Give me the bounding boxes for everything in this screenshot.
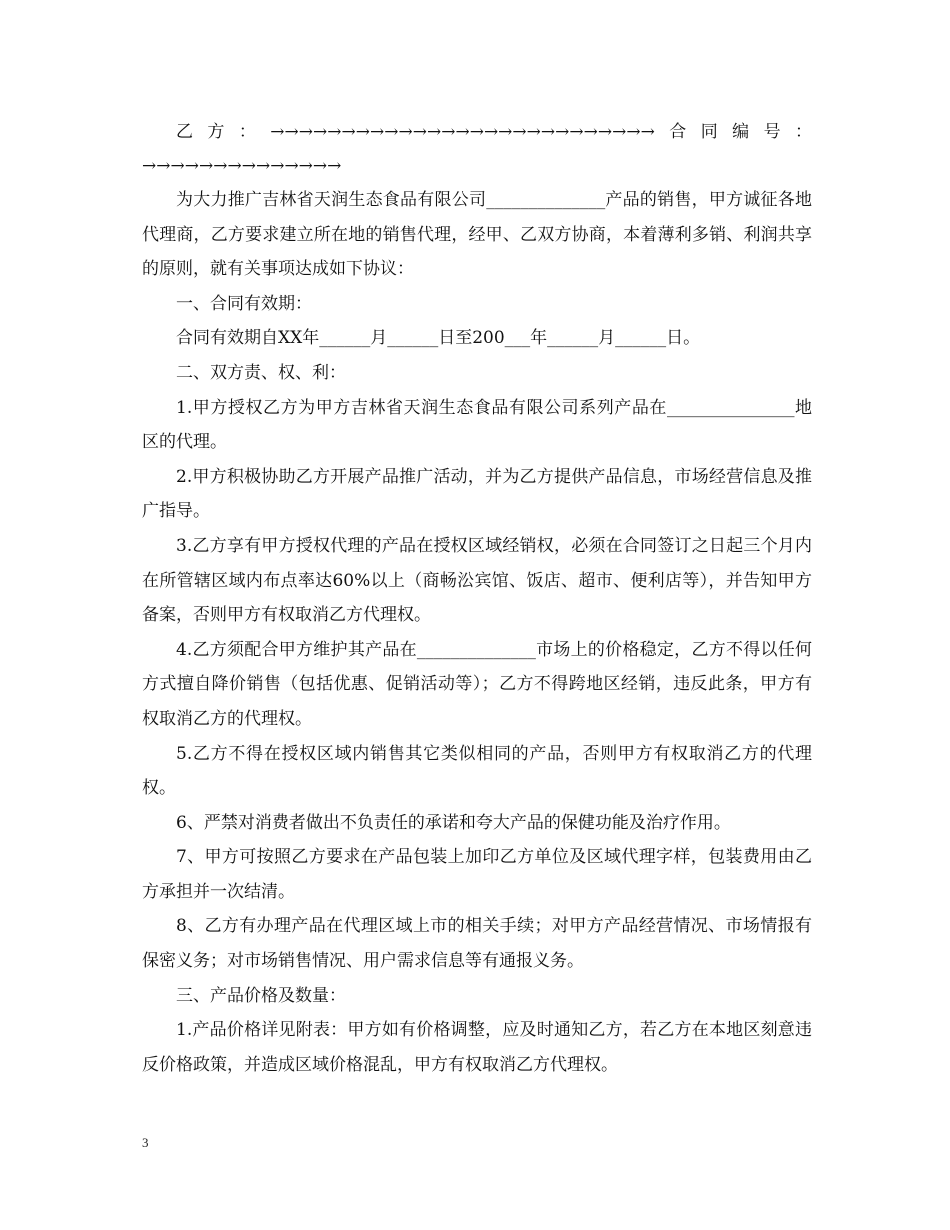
clause-2-8: 8、乙方有办理产品在代理区域上市的相关手续；对甲方产品经营情况、市场情报有保密义务；对市场销售情况、用户需求信息等有通报义务。 bbox=[142, 916, 812, 972]
section-heading-rights: 二、双方责、权、利： bbox=[176, 362, 346, 383]
clause-2-1: 1.甲方授权乙方为甲方吉林省天润生态食品有限公司系列产品在_______________地区的代理。 bbox=[142, 397, 812, 453]
clause-2-3: 3.乙方享有甲方授权代理的产品在授权区域经销权，必须在合同签订之日起三个月内在所管辖区域内布点率达60%以上（商畅㳂宾馆、饭店、超市、便利店等），并告知甲方备案，否则甲方有权取消乙方代理权。 bbox=[142, 535, 812, 626]
clause-2-7: 7、甲方可按照乙方要求在产品包装上加印乙方单位及区域代理字样，包装费用由乙方承担并一次结清。 bbox=[142, 847, 812, 902]
clause-2-2: 2.甲方积极协助乙方开展产品推广活动，并为乙方提供产品信息，市场经营信息及推广指导。 bbox=[142, 466, 812, 522]
section-heading-validity: 一、合同有效期： bbox=[176, 293, 312, 314]
page-number: 3 bbox=[142, 1135, 149, 1150]
validity-period-paragraph: 合同有效期自XX年______月______日至200___年______月______日。 bbox=[176, 328, 701, 349]
party-b-contract-number-line: 乙方：→→→→→→→→→→→→→→→→→→→→→→→→→→→合同编号：→→→→→→→→→→→→→→ bbox=[142, 122, 812, 176]
contract-body bbox=[142, 115, 812, 1082]
clause-3-1: 1.产品价格详见附表：甲方如有价格调整，应及时通知乙方，若乙方在本地区刻意违反价格政策，并造成区域价格混乱，甲方有权取消乙方代理权。 bbox=[142, 1020, 812, 1075]
clause-2-5: 5.乙方不得在授权区域内销售其它类似相同的产品，否则甲方有权取消乙方的代理权。 bbox=[142, 743, 812, 799]
preamble-paragraph: 为大力推广吉林省天润生态食品有限公司______________产品的销售，甲方诚征各地代理商，乙方要求建立所在地的销售代理，经甲、乙双方协商，本着薄利多销、利润共享的原则，就有关事项达成如下协议： bbox=[142, 190, 812, 280]
section-heading-price: 三、产品价格及数量： bbox=[176, 985, 346, 1006]
clause-2-4: 4.乙方须配合甲方维护其产品在______________市场上的价格稳定，乙方不得以任何方式擅自降价销售（包括优惠、促销活动等）；乙方不得跨地区经销，违反此条，甲方有权取消乙方的代理权。 bbox=[142, 639, 812, 729]
clause-2-6: 6、严禁对消费者做出不负责任的承诺和夸大产品的保健功能及治疗作用。 bbox=[176, 812, 731, 833]
